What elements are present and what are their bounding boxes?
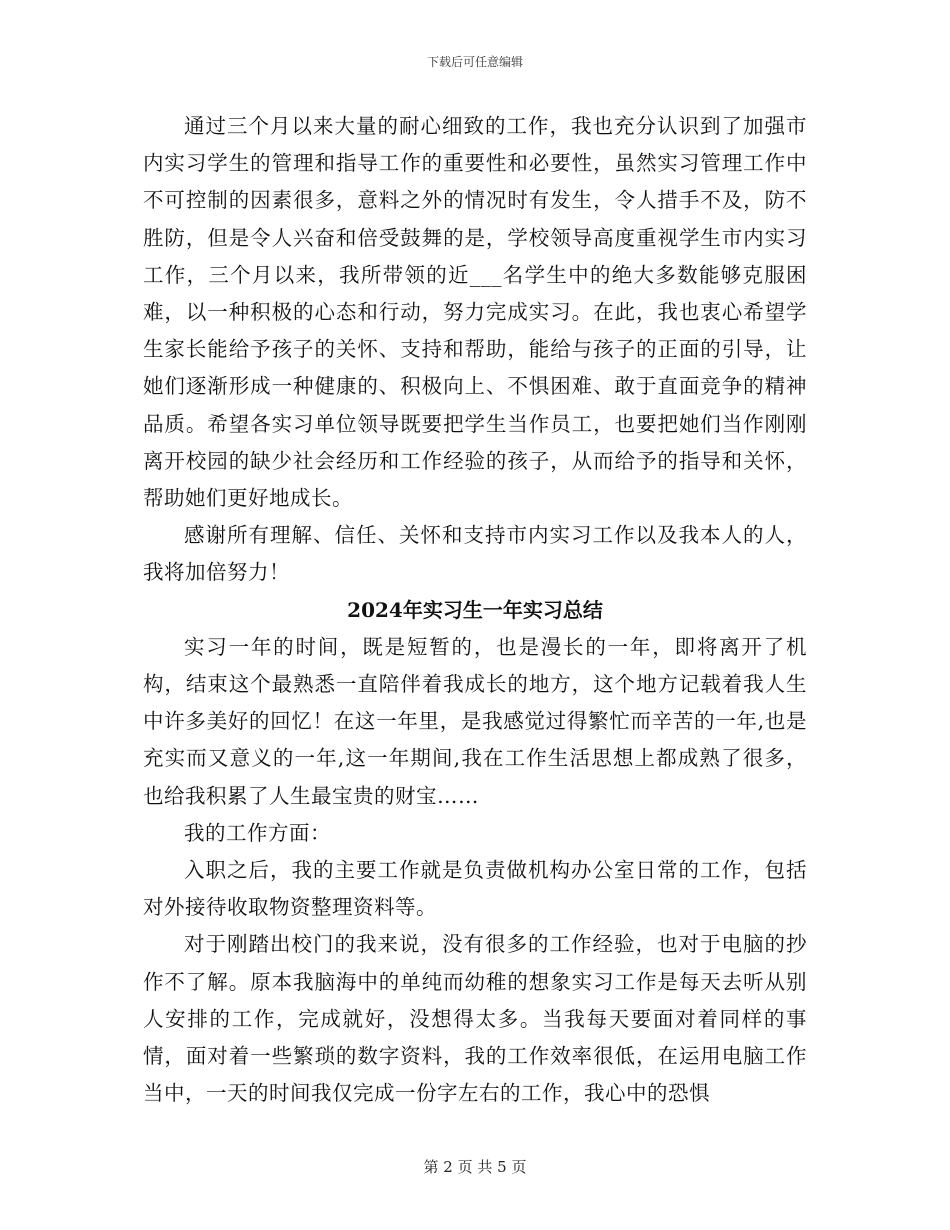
paragraph: 我的工作方面： <box>184 820 331 845</box>
document-body <box>143 108 807 1112</box>
paragraph: 入职之后，我的主要工作就是负责做机构办公室日常的工作，包括对外接待收取物资整理资料等。 <box>143 858 807 920</box>
page-header: 下载后可任意编辑 <box>426 55 523 69</box>
paragraph: 对于刚踏出校门的我来说，没有很多的工作经验，也对于电脑的抄作不了解。原本我脑海中的单纯而幼稚的想象实习工作是每天去听从别人安排的工作，完成就好，没想得太多。当我每天要面对着同样的事情，面对着一些繁琐的数字资料，我的工作效率很低，在运用电脑工作当中，一天的时间我仅完成一份字左右的工作，我心中的恐惧 <box>143 932 807 1106</box>
paragraph: 感谢所有理解、信任、关怀和支持市内实习工作以及我本人的人，我将加倍努力！ <box>143 523 807 585</box>
page-footer: 第 2 页 共 5 页 <box>423 1158 527 1176</box>
section-title: 2024年实习生一年实习总结 <box>347 597 603 622</box>
paragraph: 通过三个月以来大量的耐心细致的工作，我也充分认识到了加强市内实习学生的管理和指导工作的重要性和必要性，虽然实习管理工作中不可控制的因素很多，意料之外的情况时有发生，令人措手不及，防不胜防，但是令人兴奋和倍受鼓舞的是，学校领导高度重视学生市内实习工作，三个月以来，我所带领的近___名学生中的绝大多数能够克服困难，以一种积极的心态和行动，努力完成实习。在此，我也衷心希望学生家长能给予孩子的关怀、支持和帮助，能给与孩子的正面的引导，让她们逐渐形成一种健康的、积极向上、不惧困难、敢于直面竞争的精神品质。希望各实习单位领导既要把学生当作员工，也要把她们当作刚刚离开校园的缺少社会经历和工作经验的孩子，从而给予的指导和关怀，帮助她们更好地成长。 <box>143 114 807 511</box>
paragraph: 实习一年的时间，既是短暂的，也是漫长的一年，即将离开了机构，结束这个最熟悉一直陪伴着我成长的地方，这个地方记载着我人生中许多美好的回忆！在这一年里，是我感觉过得繁忙而辛苦的一年,也是充实而又意义的一年,这一年期间,我在工作生活思想上都成熟了很多，也给我积累了人生最宝贵的财宝…… <box>143 634 807 808</box>
